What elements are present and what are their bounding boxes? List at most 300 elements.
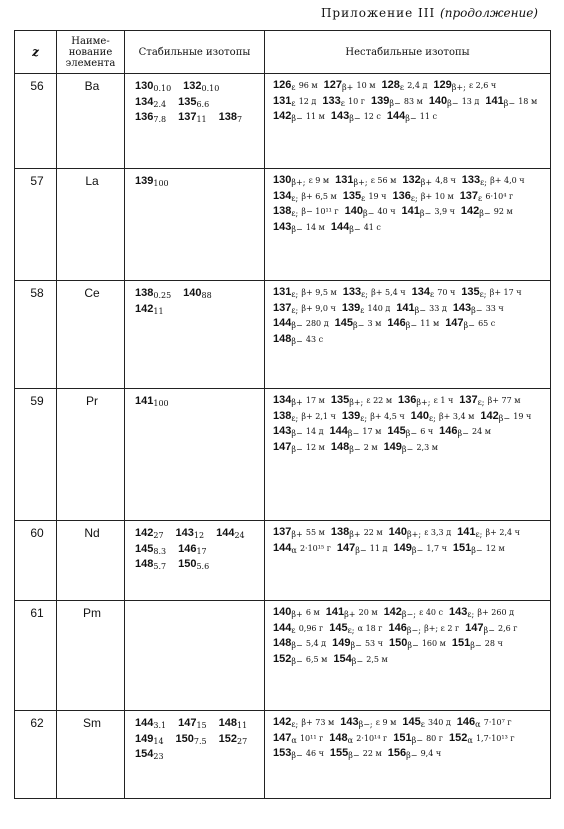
mass-number: 149 [383, 440, 402, 453]
unstable-isotope [461, 286, 521, 302]
unstable-isotope [412, 286, 456, 302]
mass-number: 137 [273, 526, 292, 538]
stable-isotope [178, 96, 209, 112]
half-life: 11 д [369, 543, 388, 553]
atomic-number: 57 [15, 169, 57, 281]
unstable-isotope [273, 622, 323, 638]
decay-mode: β− [463, 321, 475, 330]
half-life: 65 с [478, 319, 496, 328]
mass-number: 137 [178, 111, 197, 123]
decay-mode: ε; [291, 413, 299, 423]
half-life: ε 56 м [370, 176, 397, 185]
atomic-number: 56 [15, 74, 57, 169]
unstable-isotope [273, 606, 320, 622]
decay-mode: β− [291, 656, 303, 666]
decay-mode: ε [399, 83, 404, 92]
unstable-isotope [392, 190, 453, 206]
decay-mode: β− [291, 751, 303, 760]
unstable-isotope [273, 110, 325, 126]
half-life: 5,4 д [305, 639, 327, 648]
decay-mode: β+; [407, 530, 422, 539]
stable-isotope [135, 395, 169, 411]
mass-number: 131 [273, 286, 292, 298]
mass-number: 150 [388, 637, 408, 649]
stable-isotope [183, 80, 219, 96]
half-life: 41 с [363, 222, 381, 232]
half-life: 14 д [305, 427, 324, 436]
half-life: 13 д [461, 96, 480, 106]
mass-number: 144 [273, 541, 292, 554]
half-life: 12 с [363, 112, 381, 121]
half-life: ε 9 м [308, 176, 330, 185]
mass-number: 144 [135, 717, 154, 729]
abundance: 5.7 [153, 562, 167, 571]
decay-mode: β− [457, 429, 469, 438]
unstable-isotope [332, 637, 383, 653]
mass-number: 134 [273, 394, 292, 406]
unstable-isotopes-cell [265, 281, 551, 389]
decay-mode: β−; [406, 625, 421, 635]
half-life: 43 с [305, 334, 324, 344]
mass-number: 147 [445, 317, 464, 329]
decay-mode: β− [447, 98, 459, 108]
half-life: 1,7 ч [426, 543, 447, 553]
unstable-isotope [324, 79, 376, 95]
decay-mode: ε; [361, 290, 368, 299]
mass-number: 137 [459, 394, 478, 406]
mass-number: 148 [273, 637, 292, 649]
unstable-isotope [393, 732, 443, 748]
mass-number: 144 [330, 220, 350, 233]
half-life: β+ 73 м [301, 718, 335, 727]
unstable-isotope [333, 653, 387, 669]
mass-number: 132 [402, 174, 421, 186]
mass-number: 147 [336, 541, 356, 554]
decay-mode: β− [352, 321, 365, 330]
mass-number: 141 [457, 526, 476, 538]
half-life: 83 м [403, 96, 423, 106]
stable-isotope [183, 287, 212, 303]
element-symbol: La [57, 169, 125, 281]
decay-mode: ε; [291, 290, 299, 299]
half-life: 0,96 г [298, 623, 324, 633]
abundance: 12 [193, 531, 205, 540]
decay-mode: ε [361, 193, 366, 203]
unstable-isotope [439, 425, 491, 441]
stable-isotope [219, 733, 248, 749]
table-row [15, 389, 551, 521]
decay-mode: β− [405, 429, 418, 438]
mass-number: 152 [449, 731, 468, 744]
decay-mode: ε; [410, 193, 418, 203]
abundance: 100 [153, 399, 169, 408]
decay-mode: ε; [477, 398, 485, 407]
half-life: 12 м [305, 442, 325, 452]
half-life: 11 с [419, 112, 437, 121]
half-life: 80 г [426, 733, 443, 743]
mass-number: 140 [388, 526, 408, 538]
half-life: β+; ε 2 г [424, 623, 460, 633]
half-life: α 18 г [357, 623, 383, 633]
unstable-isotope [273, 190, 337, 206]
decay-mode: β−; [358, 720, 373, 729]
element-symbol: Sm [57, 711, 125, 799]
half-life: 6,5 м [305, 654, 328, 664]
mass-number: 135 [342, 189, 362, 202]
mass-number: 143 [175, 527, 194, 539]
mass-number: 126 [273, 79, 292, 91]
mass-number: 135 [330, 394, 350, 406]
decay-mode: β− [414, 305, 426, 315]
mass-number: 148 [135, 558, 154, 570]
half-life: β+ 77 м [487, 396, 521, 405]
abundance: 5.6 [196, 562, 210, 571]
element-symbol: Pr [57, 389, 125, 521]
decay-mode: β+; [349, 398, 364, 407]
half-life: 6 ч [420, 427, 434, 436]
stable-isotope [135, 303, 164, 319]
mass-number: 138 [330, 526, 350, 538]
decay-mode: β− [291, 224, 303, 234]
decay-mode: β− [349, 224, 361, 234]
abundance: 14 [153, 736, 164, 746]
half-life: β+ 5,4 ч [371, 288, 406, 297]
unstable-isotope [331, 110, 381, 126]
mass-number: 154 [333, 652, 352, 665]
mass-number: 147 [465, 621, 484, 634]
half-life: ε 9 м [375, 718, 397, 727]
mass-number: 135 [178, 95, 197, 108]
page-title-note: (продолжение) [440, 6, 538, 20]
half-life: 2·10¹⁵ г [299, 543, 331, 553]
decay-mode: ε [420, 720, 425, 729]
decay-mode: α [291, 735, 297, 745]
half-life: 22 м [363, 528, 383, 537]
mass-number: 142 [273, 110, 292, 122]
unstable-isotope [387, 110, 437, 126]
decay-mode: β− [471, 305, 483, 315]
mass-number: 144 [329, 425, 348, 437]
unstable-isotope [335, 174, 396, 190]
unstable-isotope [429, 95, 480, 111]
mass-number: 136 [135, 111, 154, 123]
mass-number: 139 [341, 409, 361, 422]
mass-number: 147 [273, 731, 292, 744]
mass-number: 139 [370, 94, 390, 107]
element-symbol: Ba [57, 74, 125, 169]
decay-mode: β− [498, 413, 511, 423]
half-life: 46 ч [305, 749, 324, 758]
half-life: β+ 2,4 ч [485, 528, 520, 537]
half-life: 33 ч [485, 303, 504, 313]
unstable-isotope [453, 542, 505, 558]
unstable-isotope [465, 622, 517, 638]
decay-mode: ε; [291, 209, 299, 218]
decay-mode: α [467, 735, 473, 745]
abundance: 17 [196, 546, 207, 556]
mass-number: 150 [178, 558, 197, 570]
mass-number: 148 [329, 731, 348, 744]
mass-number: 131 [273, 94, 292, 107]
unstable-isotope [331, 221, 381, 237]
mass-number: 133 [342, 286, 362, 298]
decay-mode: β− [471, 545, 483, 555]
unstable-isotope [273, 302, 336, 318]
mass-number: 142 [135, 527, 154, 539]
mass-number: 155 [329, 747, 349, 759]
unstable-isotope [433, 79, 496, 95]
decay-mode: β− [349, 114, 361, 123]
decay-mode: ε; [429, 413, 436, 423]
stable-isotope [135, 527, 164, 543]
unstable-isotope [485, 95, 537, 111]
mass-number: 141 [396, 301, 415, 314]
half-life: 140 д [367, 303, 391, 313]
unstable-isotope [273, 526, 325, 542]
mass-number: 139 [341, 301, 361, 314]
half-life: 2,4 д [407, 81, 428, 90]
unstable-isotope [273, 542, 331, 558]
mass-number: 130 [135, 80, 154, 92]
abundance: 0.10 [153, 84, 172, 93]
unstable-isotope [329, 732, 387, 748]
mass-number: 151 [452, 541, 472, 554]
half-life: 55 м [305, 528, 325, 537]
half-life: 96 м [298, 81, 318, 90]
stable-isotope [216, 527, 245, 543]
mass-number: 148 [218, 717, 237, 729]
element-symbol: Nd [57, 521, 125, 601]
mass-number: 134 [273, 189, 292, 202]
unstable-isotope [396, 302, 447, 318]
abundance: 6.6 [196, 99, 210, 109]
half-life: 6·10⁴ г [485, 191, 514, 201]
abundance: 0.25 [153, 291, 172, 300]
stable-isotopes-cell [125, 281, 265, 389]
half-life: β+ 2,1 ч [301, 411, 336, 421]
unstable-isotope [331, 394, 392, 410]
half-life: 2,6 г [498, 623, 518, 633]
unstable-isotope [387, 317, 439, 333]
decay-mode: β− [389, 98, 401, 108]
half-life: β+ 6,5 м [301, 191, 337, 201]
half-life: ε 2,6 ч [468, 81, 497, 90]
unstable-isotope [273, 333, 323, 349]
stable-isotope [135, 111, 166, 127]
page-header [321, 6, 538, 20]
decay-mode: β− [291, 114, 303, 123]
abundance: 100 [153, 179, 169, 188]
half-life: ε 40 с [419, 608, 444, 617]
stable-isotope [219, 717, 248, 733]
unstable-isotope [402, 174, 455, 190]
atomic-number: 61 [15, 601, 57, 711]
decay-mode: ε; [291, 305, 299, 315]
mass-number: 130 [273, 174, 292, 186]
unstable-isotope [449, 732, 515, 748]
decay-mode: ε; [291, 193, 299, 203]
stable-isotope [219, 111, 242, 127]
half-life: 17 м [305, 396, 325, 405]
decay-mode: ε [340, 98, 345, 108]
decay-mode: β+ [291, 398, 303, 407]
unstable-isotope [343, 190, 387, 206]
unstable-isotope [330, 747, 382, 763]
mass-number: 151 [393, 731, 412, 744]
mass-number: 144 [273, 621, 292, 634]
mass-number: 131 [335, 174, 354, 186]
mass-number: 149 [135, 732, 154, 745]
unstable-isotope [459, 394, 520, 410]
decay-mode: α [291, 545, 297, 555]
mass-number: 143 [452, 301, 472, 314]
decay-mode: β− [407, 641, 419, 650]
half-life: β+ 9,5 м [301, 288, 337, 297]
unstable-isotope [326, 606, 378, 622]
mass-number: 144 [273, 317, 292, 329]
decay-mode: β− [411, 545, 424, 555]
unstable-isotope [388, 747, 441, 763]
decay-mode: β+ [291, 530, 303, 539]
decay-mode: β− [419, 209, 432, 218]
unstable-isotope [273, 716, 334, 732]
half-life: 340 д [428, 718, 451, 727]
unstable-isotope [398, 394, 453, 410]
mass-number: 141 [325, 606, 345, 618]
half-life: 14 м [305, 222, 325, 232]
half-life: 92 м [493, 207, 513, 216]
decay-mode: β− [470, 641, 482, 650]
stable-isotopes-cell [125, 169, 265, 281]
unstable-isotope [411, 410, 475, 426]
decay-mode: β− [291, 429, 303, 438]
stable-isotopes-cell [125, 389, 265, 521]
table-row [15, 169, 551, 281]
unstable-isotope [331, 441, 378, 457]
mass-number: 147 [273, 440, 292, 453]
decay-mode: ε [291, 98, 296, 108]
half-life: 2 м [363, 442, 378, 452]
half-life: 19 ч [513, 411, 532, 421]
mass-number: 152 [218, 732, 237, 745]
column-header-stable: Стабильные изотопы [125, 31, 265, 74]
half-life: ε 1 ч [433, 396, 454, 405]
stable-isotope [135, 543, 166, 559]
abundance: 15 [196, 721, 207, 730]
decay-mode: β− [291, 444, 303, 454]
unstable-isotope [273, 653, 327, 669]
mass-number: 147 [178, 717, 197, 729]
decay-mode: β− [406, 751, 418, 760]
decay-mode: β− [348, 751, 360, 760]
half-life: 6 м [305, 608, 320, 617]
mass-number: 138 [273, 409, 292, 422]
decay-mode: β− [350, 641, 362, 650]
unstable-isotope [273, 441, 325, 457]
unstable-isotope [389, 526, 451, 542]
mass-number: 137 [273, 301, 292, 314]
mass-number: 141 [135, 395, 154, 407]
element-symbol: Ce [57, 281, 125, 389]
unstable-isotope [460, 190, 513, 206]
unstable-isotope [384, 606, 443, 622]
unstable-isotope [337, 542, 388, 558]
unstable-isotope [457, 526, 520, 542]
unstable-isotope [402, 716, 450, 732]
decay-mode: β− [291, 641, 303, 650]
page-title: Приложение III [320, 6, 436, 20]
decay-mode: β− [291, 321, 303, 330]
unstable-isotope [384, 441, 438, 457]
decay-mode: β+ [420, 178, 433, 187]
half-life: β+ 4,0 ч [490, 176, 525, 185]
atomic-number: 58 [15, 281, 57, 389]
unstable-isotope [345, 205, 396, 221]
half-life: 10 г [348, 96, 365, 106]
unstable-isotope [329, 622, 382, 638]
half-life: β+ 3,4 м [439, 411, 475, 421]
decay-mode: β− [405, 321, 418, 330]
unstable-isotope [322, 95, 365, 111]
half-life: β− 10¹¹ г [301, 207, 339, 216]
abundance: 11 [196, 115, 207, 124]
unstable-isotope [273, 174, 329, 190]
mass-number: 154 [135, 748, 154, 760]
unstable-isotope [273, 205, 339, 221]
mass-number: 142 [383, 606, 402, 618]
decay-mode: ε; [480, 178, 487, 187]
half-life: 3 м [367, 319, 382, 328]
unstable-isotope [331, 526, 383, 542]
unstable-isotope [389, 622, 460, 638]
mass-number: 128 [381, 79, 400, 91]
decay-mode: ε [429, 290, 435, 299]
column-header-unstable: Нестабильные изотопы [265, 31, 551, 74]
mass-number: 143 [330, 110, 350, 122]
unstable-isotope [273, 317, 329, 333]
half-life: β+ 4,5 ч [370, 411, 405, 421]
unstable-isotope [273, 79, 318, 95]
decay-mode: ε [360, 305, 365, 315]
decay-mode: β−; [401, 610, 416, 619]
table-row [15, 281, 551, 389]
half-life: 2·10¹⁴ г [356, 733, 388, 743]
mass-number: 139 [135, 175, 154, 187]
mass-number: 145 [402, 716, 421, 728]
unstable-isotopes-cell [265, 389, 551, 521]
decay-mode: α [347, 735, 354, 745]
unstable-isotope [457, 716, 512, 732]
mass-number: 127 [323, 79, 343, 91]
unstable-isotopes-cell [265, 74, 551, 169]
half-life: ε 3,3 д [424, 528, 452, 537]
decay-mode: ε; [347, 625, 355, 635]
unstable-isotope [273, 747, 324, 763]
half-life: 160 м [421, 639, 446, 648]
half-life: 3,9 ч [434, 207, 455, 216]
stable-isotope [135, 733, 164, 749]
unstable-isotope [393, 542, 446, 558]
decay-mode: ε [291, 83, 296, 92]
half-life: 2,3 м [416, 442, 438, 452]
half-life: 1,7·10¹³ г [475, 733, 515, 743]
half-life: 9,4 ч [420, 749, 442, 758]
mass-number: 144 [216, 527, 235, 539]
mass-number: 142 [135, 302, 154, 315]
unstable-isotope [445, 317, 495, 333]
decay-mode: β− [405, 114, 417, 123]
decay-mode: β− [355, 545, 367, 555]
